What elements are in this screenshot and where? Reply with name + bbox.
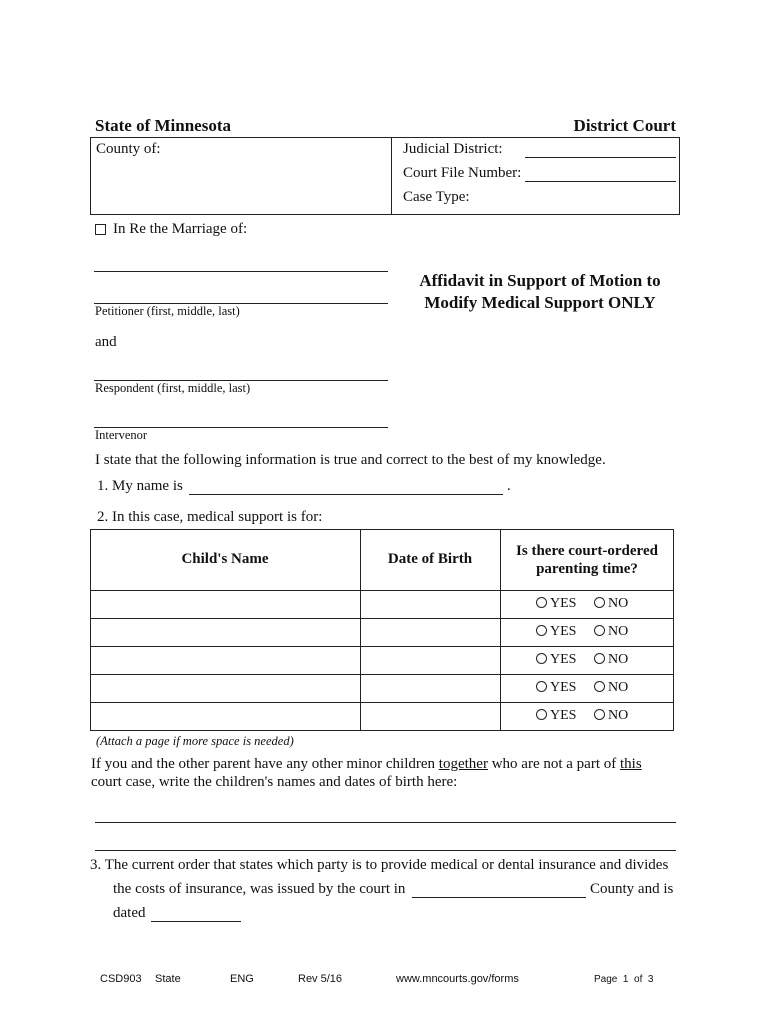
table-col-divider-2 [500, 529, 501, 731]
issuing-county-field[interactable] [412, 897, 586, 898]
date-of-birth-cell[interactable] [361, 591, 500, 618]
petitioner-label: Petitioner (first, middle, last) [95, 304, 240, 318]
table-header-parenting-time: Is there court-ordered parenting time? [516, 543, 658, 577]
parenting-time-yes-option[interactable]: YES [536, 624, 576, 640]
table-header-date-of-birth: Date of Birth [387, 551, 473, 567]
court-file-number-label: Court File Number: [403, 165, 522, 181]
document-title-line2: Modify Medical Support ONLY [424, 293, 656, 312]
parenting-time-yes-option[interactable]: YES [536, 596, 576, 612]
judicial-district-label: Judicial District: [403, 141, 503, 157]
parenting-time-yes-option[interactable]: YES [536, 708, 576, 724]
truth-statement: I state that the following information is true and correct to the best of my knowledge. [95, 452, 606, 468]
item1-period: . [507, 478, 511, 494]
parenting-time-no-option[interactable]: NO [594, 708, 628, 724]
my-name-field[interactable] [189, 494, 503, 495]
court-file-number-field[interactable] [525, 181, 676, 182]
parenting-time-no-option[interactable]: NO [594, 596, 628, 612]
radio-circle-icon[interactable] [594, 625, 605, 636]
other-children-instruction-line2: court case, write the children's names and dates of birth here: [91, 774, 458, 790]
case-type-label: Case Type: [403, 189, 470, 205]
judicial-district-field[interactable] [525, 157, 676, 158]
petitioner-name-field-1[interactable] [94, 271, 388, 272]
radio-circle-icon[interactable] [594, 681, 605, 692]
caption-divider [391, 137, 392, 215]
child-name-cell[interactable] [91, 703, 360, 730]
footer-page-number: Page 1 of 3 [594, 974, 654, 985]
radio-circle-icon[interactable] [594, 597, 605, 608]
footer-language: ENG [230, 973, 254, 985]
table-header-child-name: Child's Name [181, 551, 269, 567]
child-name-cell[interactable] [91, 619, 360, 646]
radio-circle-icon[interactable] [536, 709, 547, 720]
other-children-field-1[interactable] [95, 822, 676, 823]
radio-circle-icon[interactable] [536, 681, 547, 692]
other-children-field-2[interactable] [95, 850, 676, 851]
in-re-marriage-label: In Re the Marriage of: [113, 221, 248, 237]
item2-label: 2. In this case, medical support is for: [97, 509, 323, 525]
parenting-time-yes-option[interactable]: YES [536, 652, 576, 668]
child-name-cell[interactable] [91, 647, 360, 674]
date-of-birth-cell[interactable] [361, 619, 500, 646]
parenting-time-no-option[interactable]: NO [594, 652, 628, 668]
item3-court-label: the costs of insurance, was issued by the court in [113, 881, 406, 897]
date-of-birth-cell[interactable] [361, 647, 500, 674]
item3-text: 3. The current order that states which party is to provide medical or dental insurance and divides [90, 857, 669, 873]
state-heading: State of Minnesota [95, 116, 231, 135]
parenting-time-yes-option[interactable]: YES [536, 680, 576, 696]
footer-url: www.mncourts.gov/forms [396, 973, 519, 985]
attach-page-note: (Attach a page if more space is needed) [96, 734, 294, 748]
caption-box [90, 137, 680, 215]
item3-dated-label: dated [113, 905, 146, 921]
parenting-time-no-option[interactable]: NO [594, 624, 628, 640]
radio-circle-icon[interactable] [536, 625, 547, 636]
footer-jurisdiction: State [155, 973, 181, 985]
radio-circle-icon[interactable] [594, 653, 605, 664]
radio-circle-icon[interactable] [536, 597, 547, 608]
county-label: County of: [96, 141, 161, 157]
in-re-marriage-checkbox[interactable] [95, 224, 106, 235]
order-date-field[interactable] [151, 921, 241, 922]
document-title-line1: Affidavit in Support of Motion to [419, 271, 661, 290]
date-of-birth-cell[interactable] [361, 675, 500, 702]
respondent-label: Respondent (first, middle, last) [95, 381, 251, 395]
footer-form-id: CSD903 [100, 973, 142, 985]
parenting-time-no-option[interactable]: NO [594, 680, 628, 696]
intervenor-label: Intervenor [95, 428, 148, 442]
child-name-cell[interactable] [91, 591, 360, 618]
footer-revision: Rev 5/16 [298, 973, 343, 985]
child-name-cell[interactable] [91, 675, 360, 702]
radio-circle-icon[interactable] [536, 653, 547, 664]
court-heading: District Court [573, 116, 676, 135]
other-children-instruction: If you and the other parent have any other minor children together who are not a part of this [91, 756, 642, 772]
item1-label: 1. My name is [97, 478, 183, 494]
and-label: and [95, 334, 117, 350]
item3-county-label: County and is [590, 881, 674, 897]
radio-circle-icon[interactable] [594, 709, 605, 720]
date-of-birth-cell[interactable] [361, 703, 500, 730]
